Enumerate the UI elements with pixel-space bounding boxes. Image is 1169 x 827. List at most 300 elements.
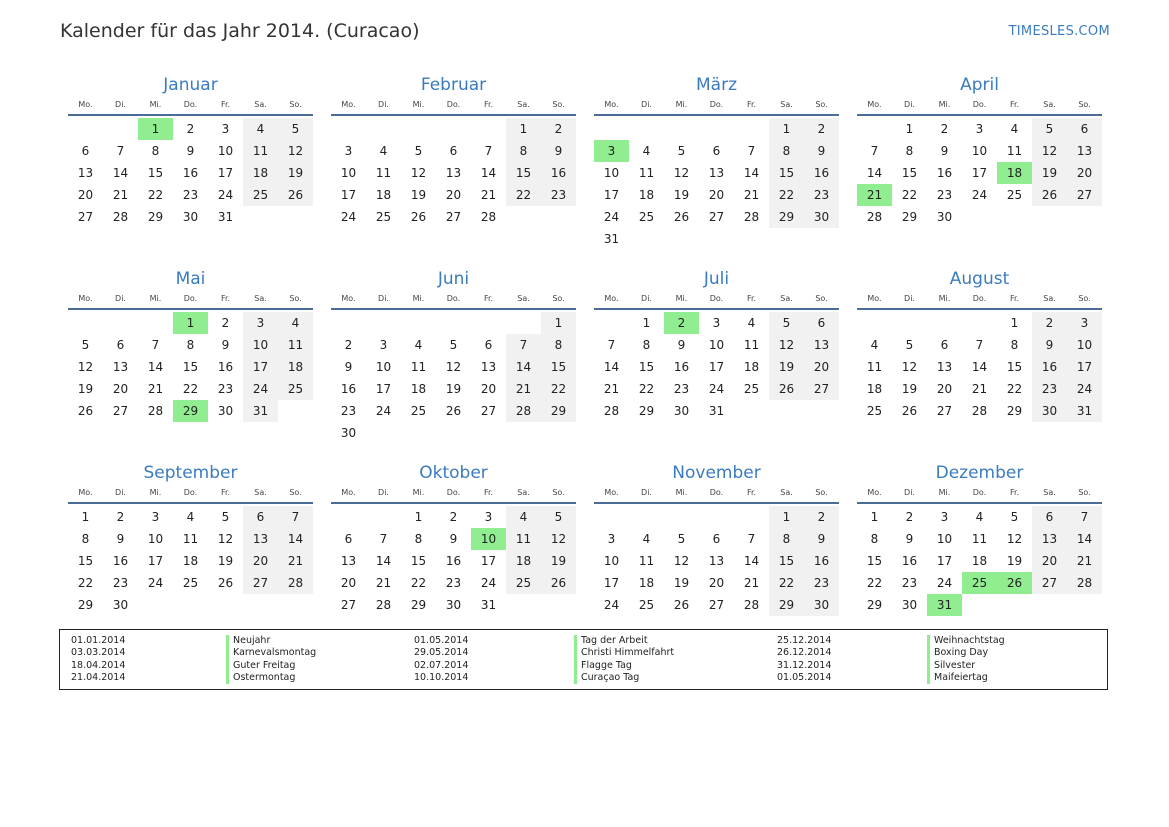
day-cell[interactable]: 17 — [480, 554, 497, 568]
day-cell[interactable]: 24 — [603, 598, 620, 612]
day-cell[interactable]: 20 — [1067, 162, 1102, 184]
day-cell[interactable]: 13 — [77, 166, 94, 180]
day-cell[interactable]: 6 — [712, 532, 721, 546]
day-cell[interactable]: 9 — [804, 528, 839, 550]
day-cell[interactable]: 20 — [804, 356, 839, 378]
day-cell[interactable]: 11 — [1006, 144, 1023, 158]
day-cell[interactable]: 10 — [971, 144, 988, 158]
day-cell[interactable]: 10 — [603, 166, 620, 180]
day-cell[interactable]: 4 — [870, 338, 879, 352]
day-cell[interactable]: 8 — [541, 334, 576, 356]
day-cell[interactable]: 31 — [480, 598, 497, 612]
day-cell[interactable]: 19 — [673, 188, 690, 202]
day-cell[interactable]: 13 — [804, 334, 839, 356]
day-cell[interactable]: 19 — [673, 576, 690, 590]
day-cell[interactable]: 26 — [673, 598, 690, 612]
day-cell[interactable]: 15 — [769, 550, 804, 572]
day-cell[interactable]: 2 — [344, 338, 353, 352]
day-cell[interactable]: 31 — [243, 400, 278, 422]
holiday-day-cell[interactable]: 2 — [664, 312, 699, 334]
day-cell[interactable]: 17 — [243, 356, 278, 378]
day-cell[interactable]: 7 — [278, 506, 313, 528]
day-cell[interactable]: 13 — [708, 166, 725, 180]
day-cell[interactable]: 13 — [480, 360, 497, 374]
day-cell[interactable]: 13 — [1032, 528, 1067, 550]
day-cell[interactable]: 26 — [901, 404, 918, 418]
day-cell[interactable]: 19 — [901, 382, 918, 396]
day-cell[interactable]: 1 — [414, 510, 423, 524]
day-cell[interactable]: 29 — [77, 598, 94, 612]
day-cell[interactable]: 4 — [243, 118, 278, 140]
day-cell[interactable]: 25 — [182, 576, 199, 590]
day-cell[interactable]: 25 — [638, 598, 655, 612]
day-cell[interactable]: 23 — [1032, 378, 1067, 400]
day-cell[interactable]: 3 — [484, 510, 493, 524]
day-cell[interactable]: 11 — [638, 166, 655, 180]
day-cell[interactable]: 20 — [77, 188, 94, 202]
day-cell[interactable]: 14 — [112, 166, 129, 180]
day-cell[interactable]: 4 — [414, 338, 423, 352]
day-cell[interactable]: 27 — [1032, 572, 1067, 594]
day-cell[interactable]: 6 — [116, 338, 125, 352]
day-cell[interactable]: 16 — [804, 162, 839, 184]
day-cell[interactable]: 16 — [112, 554, 129, 568]
day-cell[interactable]: 27 — [77, 210, 94, 224]
day-cell[interactable]: 8 — [81, 532, 90, 546]
day-cell[interactable]: 15 — [541, 356, 576, 378]
day-cell[interactable]: 26 — [77, 404, 94, 418]
day-cell[interactable]: 24 — [708, 382, 725, 396]
day-cell[interactable]: 9 — [541, 140, 576, 162]
day-cell[interactable]: 13 — [708, 554, 725, 568]
holiday-day-cell[interactable]: 31 — [927, 594, 962, 616]
day-cell[interactable]: 3 — [1067, 312, 1102, 334]
day-cell[interactable]: 25 — [243, 184, 278, 206]
day-cell[interactable]: 28 — [112, 210, 129, 224]
day-cell[interactable]: 1 — [506, 118, 541, 140]
day-cell[interactable]: 31 — [603, 232, 620, 246]
day-cell[interactable]: 8 — [151, 144, 160, 158]
day-cell[interactable]: 4 — [379, 144, 388, 158]
day-cell[interactable]: 12 — [217, 532, 234, 546]
day-cell[interactable]: 17 — [340, 188, 357, 202]
day-cell[interactable]: 23 — [340, 404, 357, 418]
day-cell[interactable]: 16 — [541, 162, 576, 184]
holiday-day-cell[interactable]: 1 — [138, 118, 173, 140]
day-cell[interactable]: 9 — [186, 144, 195, 158]
day-cell[interactable]: 17 — [603, 188, 620, 202]
day-cell[interactable]: 7 — [607, 338, 616, 352]
day-cell[interactable]: 11 — [375, 166, 392, 180]
day-cell[interactable]: 1 — [870, 510, 879, 524]
day-cell[interactable]: 20 — [936, 382, 953, 396]
day-cell[interactable]: 15 — [769, 162, 804, 184]
day-cell[interactable]: 18 — [375, 188, 392, 202]
day-cell[interactable]: 15 — [506, 162, 541, 184]
day-cell[interactable]: 5 — [677, 532, 686, 546]
day-cell[interactable]: 14 — [147, 360, 164, 374]
day-cell[interactable]: 9 — [804, 140, 839, 162]
day-cell[interactable]: 25 — [866, 404, 883, 418]
day-cell[interactable]: 8 — [769, 528, 804, 550]
day-cell[interactable]: 5 — [905, 338, 914, 352]
day-cell[interactable]: 1 — [541, 312, 576, 334]
day-cell[interactable]: 17 — [1067, 356, 1102, 378]
day-cell[interactable]: 24 — [480, 576, 497, 590]
day-cell[interactable]: 12 — [901, 360, 918, 374]
day-cell[interactable]: 10 — [708, 338, 725, 352]
day-cell[interactable]: 28 — [278, 572, 313, 594]
day-cell[interactable]: 16 — [804, 550, 839, 572]
day-cell[interactable]: 5 — [541, 506, 576, 528]
day-cell[interactable]: 1 — [769, 506, 804, 528]
day-cell[interactable]: 20 — [708, 188, 725, 202]
day-cell[interactable]: 5 — [278, 118, 313, 140]
day-cell[interactable]: 15 — [901, 166, 918, 180]
day-cell[interactable]: 13 — [445, 166, 462, 180]
day-cell[interactable]: 12 — [77, 360, 94, 374]
day-cell[interactable]: 18 — [638, 576, 655, 590]
day-cell[interactable]: 26 — [410, 210, 427, 224]
day-cell[interactable]: 4 — [975, 510, 984, 524]
day-cell[interactable]: 17 — [708, 360, 725, 374]
day-cell[interactable]: 29 — [541, 400, 576, 422]
day-cell[interactable]: 25 — [410, 404, 427, 418]
day-cell[interactable]: 29 — [638, 404, 655, 418]
day-cell[interactable]: 10 — [1067, 334, 1102, 356]
day-cell[interactable]: 7 — [975, 338, 984, 352]
day-cell[interactable]: 31 — [708, 404, 725, 418]
day-cell[interactable]: 22 — [866, 576, 883, 590]
day-cell[interactable]: 14 — [743, 554, 760, 568]
day-cell[interactable]: 6 — [940, 338, 949, 352]
day-cell[interactable]: 8 — [642, 338, 651, 352]
day-cell[interactable]: 12 — [769, 334, 804, 356]
day-cell[interactable]: 16 — [340, 382, 357, 396]
day-cell[interactable]: 8 — [1010, 338, 1019, 352]
day-cell[interactable]: 27 — [112, 404, 129, 418]
day-cell[interactable]: 2 — [940, 122, 949, 136]
day-cell[interactable]: 7 — [747, 144, 756, 158]
day-cell[interactable]: 2 — [541, 118, 576, 140]
day-cell[interactable]: 29 — [769, 594, 804, 616]
day-cell[interactable]: 22 — [410, 576, 427, 590]
day-cell[interactable]: 22 — [901, 188, 918, 202]
day-cell[interactable]: 11 — [410, 360, 427, 374]
day-cell[interactable]: 2 — [116, 510, 125, 524]
day-cell[interactable]: 16 — [1032, 356, 1067, 378]
day-cell[interactable]: 24 — [217, 188, 234, 202]
day-cell[interactable]: 12 — [278, 140, 313, 162]
day-cell[interactable]: 7 — [116, 144, 125, 158]
day-cell[interactable]: 23 — [804, 184, 839, 206]
day-cell[interactable]: 11 — [182, 532, 199, 546]
day-cell[interactable]: 10 — [217, 144, 234, 158]
day-cell[interactable]: 21 — [375, 576, 392, 590]
day-cell[interactable]: 30 — [936, 210, 953, 224]
day-cell[interactable]: 8 — [506, 140, 541, 162]
day-cell[interactable]: 4 — [642, 532, 651, 546]
day-cell[interactable]: 19 — [541, 550, 576, 572]
day-cell[interactable]: 23 — [541, 184, 576, 206]
day-cell[interactable]: 12 — [410, 166, 427, 180]
day-cell[interactable]: 28 — [971, 404, 988, 418]
day-cell[interactable]: 15 — [638, 360, 655, 374]
day-cell[interactable]: 6 — [712, 144, 721, 158]
day-cell[interactable]: 21 — [971, 382, 988, 396]
day-cell[interactable]: 26 — [445, 404, 462, 418]
day-cell[interactable]: 21 — [506, 378, 541, 400]
day-cell[interactable]: 25 — [278, 378, 313, 400]
day-cell[interactable]: 5 — [1010, 510, 1019, 524]
day-cell[interactable]: 30 — [182, 210, 199, 224]
day-cell[interactable]: 15 — [1006, 360, 1023, 374]
holiday-day-cell[interactable]: 10 — [471, 528, 506, 550]
day-cell[interactable]: 23 — [936, 188, 953, 202]
day-cell[interactable]: 3 — [607, 532, 616, 546]
day-cell[interactable]: 5 — [81, 338, 90, 352]
day-cell[interactable]: 1 — [905, 122, 914, 136]
day-cell[interactable]: 10 — [375, 360, 392, 374]
day-cell[interactable]: 27 — [340, 598, 357, 612]
day-cell[interactable]: 30 — [673, 404, 690, 418]
day-cell[interactable]: 22 — [769, 184, 804, 206]
holiday-day-cell[interactable]: 26 — [997, 572, 1032, 594]
day-cell[interactable]: 18 — [971, 554, 988, 568]
day-cell[interactable]: 2 — [804, 118, 839, 140]
holiday-day-cell[interactable]: 21 — [857, 184, 892, 206]
day-cell[interactable]: 20 — [112, 382, 129, 396]
day-cell[interactable]: 7 — [747, 532, 756, 546]
day-cell[interactable]: 2 — [186, 122, 195, 136]
day-cell[interactable]: 14 — [278, 528, 313, 550]
day-cell[interactable]: 28 — [480, 210, 497, 224]
day-cell[interactable]: 17 — [603, 576, 620, 590]
day-cell[interactable]: 30 — [804, 206, 839, 228]
day-cell[interactable]: 30 — [804, 594, 839, 616]
day-cell[interactable]: 27 — [804, 378, 839, 400]
day-cell[interactable]: 23 — [112, 576, 129, 590]
day-cell[interactable]: 29 — [147, 210, 164, 224]
day-cell[interactable]: 19 — [769, 356, 804, 378]
day-cell[interactable]: 17 — [147, 554, 164, 568]
day-cell[interactable]: 27 — [708, 598, 725, 612]
day-cell[interactable]: 1 — [81, 510, 90, 524]
day-cell[interactable]: 19 — [410, 188, 427, 202]
day-cell[interactable]: 18 — [743, 360, 760, 374]
day-cell[interactable]: 23 — [445, 576, 462, 590]
day-cell[interactable]: 13 — [1067, 140, 1102, 162]
day-cell[interactable]: 5 — [414, 144, 423, 158]
day-cell[interactable]: 2 — [221, 316, 230, 330]
day-cell[interactable]: 20 — [480, 382, 497, 396]
day-cell[interactable]: 6 — [484, 338, 493, 352]
day-cell[interactable]: 11 — [638, 554, 655, 568]
holiday-day-cell[interactable]: 18 — [997, 162, 1032, 184]
day-cell[interactable]: 14 — [1067, 528, 1102, 550]
day-cell[interactable]: 28 — [1067, 572, 1102, 594]
day-cell[interactable]: 3 — [221, 122, 230, 136]
day-cell[interactable]: 19 — [1006, 554, 1023, 568]
day-cell[interactable]: 11 — [866, 360, 883, 374]
day-cell[interactable]: 6 — [1067, 118, 1102, 140]
day-cell[interactable]: 11 — [506, 528, 541, 550]
day-cell[interactable]: 23 — [901, 576, 918, 590]
day-cell[interactable]: 3 — [344, 144, 353, 158]
day-cell[interactable]: 22 — [1006, 382, 1023, 396]
day-cell[interactable]: 3 — [379, 338, 388, 352]
day-cell[interactable]: 16 — [217, 360, 234, 374]
day-cell[interactable]: 21 — [147, 382, 164, 396]
day-cell[interactable]: 25 — [1006, 188, 1023, 202]
day-cell[interactable]: 21 — [278, 550, 313, 572]
day-cell[interactable]: 7 — [151, 338, 160, 352]
day-cell[interactable]: 10 — [340, 166, 357, 180]
day-cell[interactable]: 30 — [901, 598, 918, 612]
day-cell[interactable]: 20 — [243, 550, 278, 572]
day-cell[interactable]: 9 — [449, 532, 458, 546]
day-cell[interactable]: 31 — [1067, 400, 1102, 422]
day-cell[interactable]: 2 — [449, 510, 458, 524]
holiday-day-cell[interactable]: 1 — [173, 312, 208, 334]
day-cell[interactable]: 21 — [1067, 550, 1102, 572]
day-cell[interactable]: 3 — [243, 312, 278, 334]
day-cell[interactable]: 14 — [506, 356, 541, 378]
day-cell[interactable]: 7 — [1067, 506, 1102, 528]
day-cell[interactable]: 4 — [506, 506, 541, 528]
day-cell[interactable]: 26 — [217, 576, 234, 590]
day-cell[interactable]: 12 — [673, 166, 690, 180]
day-cell[interactable]: 26 — [278, 184, 313, 206]
day-cell[interactable]: 18 — [243, 162, 278, 184]
day-cell[interactable]: 3 — [151, 510, 160, 524]
day-cell[interactable]: 8 — [769, 140, 804, 162]
day-cell[interactable]: 22 — [77, 576, 94, 590]
day-cell[interactable]: 9 — [1032, 334, 1067, 356]
day-cell[interactable]: 18 — [506, 550, 541, 572]
day-cell[interactable]: 21 — [603, 382, 620, 396]
day-cell[interactable]: 14 — [971, 360, 988, 374]
day-cell[interactable]: 8 — [905, 144, 914, 158]
day-cell[interactable]: 4 — [278, 312, 313, 334]
day-cell[interactable]: 27 — [936, 404, 953, 418]
day-cell[interactable]: 9 — [905, 532, 914, 546]
day-cell[interactable]: 9 — [344, 360, 353, 374]
day-cell[interactable]: 18 — [410, 382, 427, 396]
day-cell[interactable]: 1 — [1010, 316, 1019, 330]
day-cell[interactable]: 26 — [673, 210, 690, 224]
day-cell[interactable]: 30 — [340, 426, 357, 440]
day-cell[interactable]: 29 — [901, 210, 918, 224]
day-cell[interactable]: 9 — [677, 338, 686, 352]
day-cell[interactable]: 25 — [375, 210, 392, 224]
day-cell[interactable]: 17 — [375, 382, 392, 396]
day-cell[interactable]: 30 — [112, 598, 129, 612]
day-cell[interactable]: 24 — [147, 576, 164, 590]
day-cell[interactable]: 4 — [747, 316, 756, 330]
day-cell[interactable]: 10 — [936, 532, 953, 546]
day-cell[interactable]: 12 — [541, 528, 576, 550]
day-cell[interactable]: 14 — [743, 166, 760, 180]
day-cell[interactable]: 11 — [743, 338, 760, 352]
day-cell[interactable]: 16 — [445, 554, 462, 568]
day-cell[interactable]: 13 — [112, 360, 129, 374]
day-cell[interactable]: 21 — [112, 188, 129, 202]
day-cell[interactable]: 6 — [81, 144, 90, 158]
day-cell[interactable]: 24 — [1067, 378, 1102, 400]
day-cell[interactable]: 28 — [743, 598, 760, 612]
day-cell[interactable]: 7 — [484, 144, 493, 158]
day-cell[interactable]: 2 — [1032, 312, 1067, 334]
brand-link[interactable]: TIMESLES.COM — [1008, 24, 1110, 39]
day-cell[interactable]: 6 — [1032, 506, 1067, 528]
day-cell[interactable]: 18 — [866, 382, 883, 396]
day-cell[interactable]: 16 — [901, 554, 918, 568]
day-cell[interactable]: 21 — [743, 576, 760, 590]
day-cell[interactable]: 11 — [243, 140, 278, 162]
day-cell[interactable]: 6 — [344, 532, 353, 546]
day-cell[interactable]: 23 — [217, 382, 234, 396]
day-cell[interactable]: 31 — [217, 210, 234, 224]
day-cell[interactable]: 20 — [340, 576, 357, 590]
day-cell[interactable]: 22 — [182, 382, 199, 396]
day-cell[interactable]: 20 — [445, 188, 462, 202]
day-cell[interactable]: 24 — [340, 210, 357, 224]
day-cell[interactable]: 16 — [936, 166, 953, 180]
day-cell[interactable]: 27 — [1067, 184, 1102, 206]
day-cell[interactable]: 14 — [480, 166, 497, 180]
day-cell[interactable]: 29 — [1006, 404, 1023, 418]
day-cell[interactable]: 7 — [506, 334, 541, 356]
day-cell[interactable]: 21 — [480, 188, 497, 202]
day-cell[interactable]: 28 — [147, 404, 164, 418]
day-cell[interactable]: 6 — [804, 312, 839, 334]
day-cell[interactable]: 12 — [445, 360, 462, 374]
day-cell[interactable]: 17 — [971, 166, 988, 180]
day-cell[interactable]: 28 — [743, 210, 760, 224]
day-cell[interactable]: 19 — [278, 162, 313, 184]
day-cell[interactable]: 3 — [940, 510, 949, 524]
day-cell[interactable]: 14 — [375, 554, 392, 568]
day-cell[interactable]: 13 — [243, 528, 278, 550]
day-cell[interactable]: 28 — [866, 210, 883, 224]
day-cell[interactable]: 19 — [77, 382, 94, 396]
day-cell[interactable]: 4 — [642, 144, 651, 158]
holiday-day-cell[interactable]: 25 — [962, 572, 997, 594]
day-cell[interactable]: 9 — [940, 144, 949, 158]
day-cell[interactable]: 28 — [603, 404, 620, 418]
day-cell[interactable]: 30 — [445, 598, 462, 612]
day-cell[interactable]: 22 — [769, 572, 804, 594]
day-cell[interactable]: 26 — [1032, 184, 1067, 206]
day-cell[interactable]: 12 — [1006, 532, 1023, 546]
day-cell[interactable]: 19 — [1032, 162, 1067, 184]
day-cell[interactable]: 20 — [708, 576, 725, 590]
day-cell[interactable]: 3 — [712, 316, 721, 330]
day-cell[interactable]: 22 — [541, 378, 576, 400]
day-cell[interactable]: 7 — [870, 144, 879, 158]
day-cell[interactable]: 11 — [278, 334, 313, 356]
day-cell[interactable]: 3 — [975, 122, 984, 136]
day-cell[interactable]: 5 — [769, 312, 804, 334]
day-cell[interactable]: 23 — [673, 382, 690, 396]
day-cell[interactable]: 21 — [743, 188, 760, 202]
day-cell[interactable]: 18 — [182, 554, 199, 568]
day-cell[interactable]: 30 — [1032, 400, 1067, 422]
day-cell[interactable]: 6 — [449, 144, 458, 158]
day-cell[interactable]: 14 — [603, 360, 620, 374]
day-cell[interactable]: 9 — [116, 532, 125, 546]
